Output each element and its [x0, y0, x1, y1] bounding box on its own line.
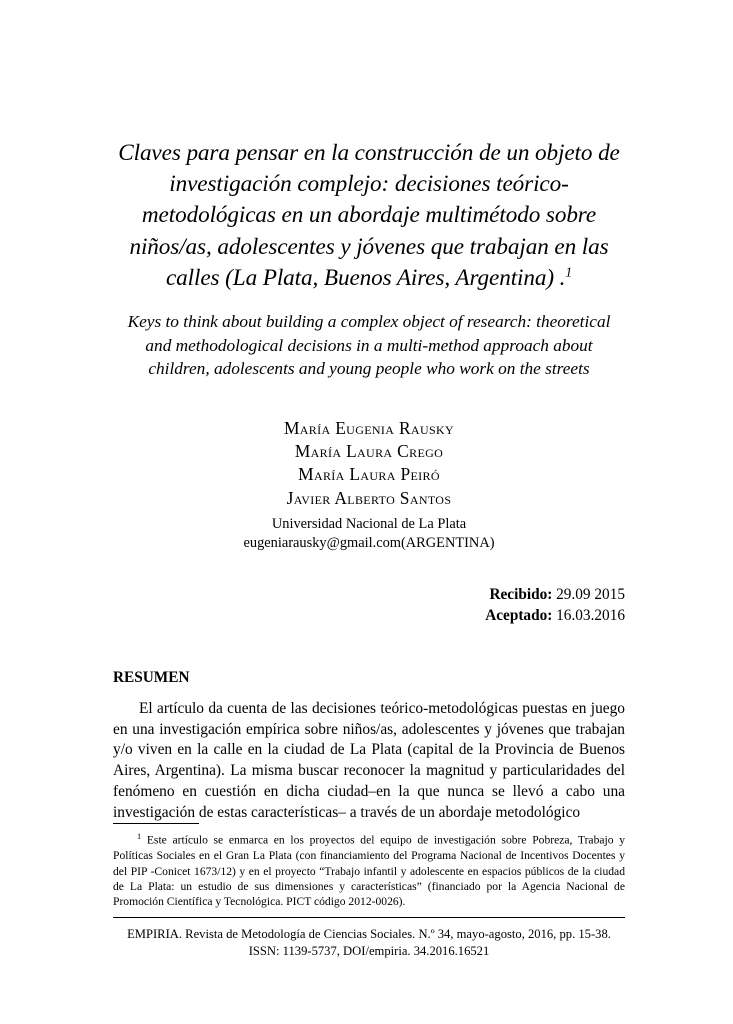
title-footnote-marker: 1: [565, 264, 573, 280]
affiliation-block: [113, 515, 625, 553]
accepted-label: Aceptado:: [485, 607, 553, 625]
footnote-text: [113, 831, 625, 910]
author-name: Javier Alberto Santos: [286, 487, 452, 508]
affiliation-email[interactable]: eugeniarausky@gmail.com(ARGENTINA): [243, 534, 495, 551]
received-label: Recibido:: [489, 586, 553, 604]
abstract-heading: RESUMEN: [113, 669, 190, 686]
received-date-line: [113, 585, 625, 606]
page-title: [113, 138, 625, 294]
author-name: María Laura Crego: [294, 441, 444, 462]
page-title-text: Claves para pensar en la construcción de un objeto de investigación complejo: decisiones teórico-metodológicas en un abordaje multimétodo sobre niños/as, adolescentes y jóvenes que trabajan en las calles (La Plata, Buenos Aires, Argentina) .: [118, 140, 620, 291]
received-value: 29.09 2015: [556, 586, 625, 604]
accepted-value: 16.03.2016: [556, 607, 625, 625]
footnote-body: Este artículo se enmarca en los proyectos del equipo de investigación sobre Pobreza, Trabajo y Políticas Sociales en el Gran La Plata (con financiamiento del Programa Nacional de Incentivos Docentes y del PIP -Conicet 1673/12) y en el proyecto “Trabajo infantil y adolescente en espacios públicos de la ciudad de La Plata: un estudio de sus dimensiones y características” (financiado por la Agencia Nacional de Promoción Científica y Tecnológica. PICT código 2012-0026).: [113, 833, 625, 909]
page-footer: [113, 917, 625, 960]
paper-page: [113, 0, 625, 1024]
accepted-date-line: [113, 606, 625, 627]
footnote-area: [113, 823, 625, 910]
page-subtitle: Keys to think about building a complex object of research: theoretical and methodological decisions in a multi-method approach about children, adolescents and young people who work on the streets: [127, 312, 611, 379]
author-name: María Laura Peiró: [298, 464, 440, 485]
footnote-separator-rule: [113, 823, 199, 824]
footer-separator-rule: [113, 917, 625, 918]
title-block: [113, 138, 625, 381]
affiliation-institution: Universidad Nacional de La Plata: [271, 515, 467, 532]
author-list: [113, 417, 625, 510]
author-name: María Eugenia Rausky: [283, 417, 455, 438]
footer-issn-line: ISSN: 1139-5737, DOI/empiria. 34.2016.16521: [248, 944, 490, 959]
footnote-marker: 1: [137, 832, 142, 841]
footer-citation-line: EMPIRIA. Revista de Metodología de Ciencias Sociales. N.º 34, mayo-agosto, 2016, pp. 15-38.: [127, 927, 611, 941]
abstract-body: El artículo da cuenta de las decisiones teórico-metodológicas puestas en juego en una investigación empírica sobre niños/as, adolescentes y jóvenes que trabajan y/o viven en la calle en la ciudad de La Plata (capital de la Provincia de Buenos Aires, Argentina). La misma buscar reconocer la magnitud y particularidades del fenómeno en cuestión en dicha ciudad–en la que nunca se llevó a cabo una investigación de estas características– a través de un abordaje metodológico: [113, 700, 625, 821]
publication-dates: [113, 585, 625, 627]
